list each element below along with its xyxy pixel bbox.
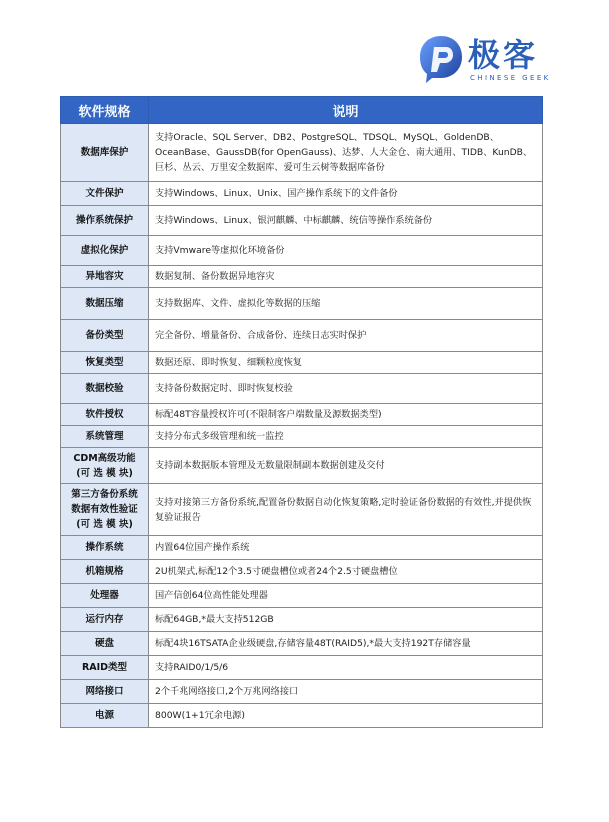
table-row	[61, 632, 543, 656]
row-label: 网络接口	[61, 680, 149, 704]
row-desc: 标配4块16TSATA企业级硬盘,存储容量48T(RAID5),*最大支持192T存储容量	[149, 632, 543, 656]
table-row	[61, 266, 543, 288]
row-desc: 支持对接第三方备份系统,配置备份数据自动化恢复策略,定时验证备份数据的有效性,并提供恢复验证报告	[149, 484, 543, 536]
logo-mark-icon	[418, 34, 464, 84]
header-description: 说明	[149, 97, 543, 124]
row-desc: 标配64GB,*最大支持512GB	[149, 608, 543, 632]
table-row	[61, 608, 543, 632]
row-label: 电源	[61, 704, 149, 728]
row-label: 软件授权	[61, 404, 149, 426]
brand-tagline: CHINESE GEEK	[470, 74, 551, 82]
row-label: 数据校验	[61, 374, 149, 404]
row-desc: 支持分布式多级管理和统一监控	[149, 426, 543, 448]
table-row	[61, 584, 543, 608]
table-row	[61, 560, 543, 584]
row-label: 操作系统	[61, 536, 149, 560]
row-label: 系统管理	[61, 426, 149, 448]
row-desc: 支持Windows、Linux、银河麒麟、中标麒麟、统信等操作系统备份	[149, 206, 543, 236]
table-row	[61, 536, 543, 560]
row-desc: 数据复制、备份数据异地容灾	[149, 266, 543, 288]
table-row	[61, 206, 543, 236]
table-row	[61, 426, 543, 448]
row-label: 虚拟化保护	[61, 236, 149, 266]
row-desc: 支持数据库、文件、虚拟化等数据的压缩	[149, 288, 543, 320]
row-desc: 支持Vmware等虚拟化环境备份	[149, 236, 543, 266]
row-label: 数据压缩	[61, 288, 149, 320]
row-label: 处理器	[61, 584, 149, 608]
table-row	[61, 124, 543, 182]
row-desc: 支持RAID0/1/5/6	[149, 656, 543, 680]
brand-logo	[418, 34, 551, 92]
table-row	[61, 352, 543, 374]
row-label: 文件保护	[61, 182, 149, 206]
table-header-row	[61, 97, 543, 124]
row-label: RAID类型	[61, 656, 149, 680]
row-desc: 支持Oracle、SQL Server、DB2、PostgreSQL、TDSQL、MySQL、GoldenDB、OceanBase、GaussDB(for OpenGauss)、达梦、人大金仓、南大通用、TIDB、KunDB、巨杉、丛云、万里安全数据库、爱可生云树等数据库备份	[149, 124, 543, 182]
row-label: 异地容灾	[61, 266, 149, 288]
row-label: 硬盘	[61, 632, 149, 656]
row-label: 恢复类型	[61, 352, 149, 374]
row-label: 第三方备份系统 数据有效性验证 (可 选 模 块)	[61, 484, 149, 536]
row-desc: 支持副本数据版本管理及无数量限制副本数据创建及交付	[149, 448, 543, 484]
brand-name: 极客	[468, 36, 539, 74]
row-label: 备份类型	[61, 320, 149, 352]
row-desc: 2个千兆网络接口,2个万兆网络接口	[149, 680, 543, 704]
table-row	[61, 448, 543, 484]
row-desc: 标配48T容量授权许可(不限制客户端数量及源数据类型)	[149, 404, 543, 426]
row-desc: 数据还原、即时恢复、细颗粒度恢复	[149, 352, 543, 374]
row-desc: 支持备份数据定时、即时恢复校验	[149, 374, 543, 404]
row-label: 数据库保护	[61, 124, 149, 182]
table-row	[61, 404, 543, 426]
table-row	[61, 288, 543, 320]
row-label: 操作系统保护	[61, 206, 149, 236]
row-desc: 支持Windows、Linux、Unix、国产操作系统下的文件备份	[149, 182, 543, 206]
row-desc: 完全备份、增量备份、合成备份、连续日志实时保护	[149, 320, 543, 352]
table-row	[61, 236, 543, 266]
row-desc: 内置64位国产操作系统	[149, 536, 543, 560]
table-row	[61, 656, 543, 680]
table-row	[61, 182, 543, 206]
row-label: 运行内存	[61, 608, 149, 632]
row-desc: 800W(1+1冗余电源)	[149, 704, 543, 728]
table-row	[61, 374, 543, 404]
table-row	[61, 484, 543, 536]
row-desc: 国产信创64位高性能处理器	[149, 584, 543, 608]
spec-table	[60, 96, 543, 728]
table-row	[61, 680, 543, 704]
table-row	[61, 704, 543, 728]
row-label: 机箱规格	[61, 560, 149, 584]
header-spec: 软件规格	[61, 97, 149, 124]
row-desc: 2U机架式,标配12个3.5寸硬盘槽位或者24个2.5寸硬盘槽位	[149, 560, 543, 584]
row-label: CDM高级功能 (可 选 模 块)	[61, 448, 149, 484]
table-row	[61, 320, 543, 352]
